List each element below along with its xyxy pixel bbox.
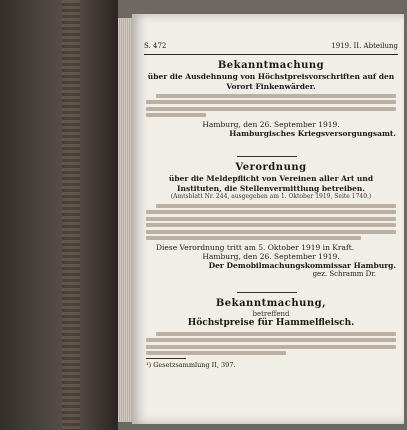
text-line-placeholder [146, 217, 396, 221]
notice-3-title: Bekanntmachung, [215, 298, 327, 309]
notice-2-signature: Der Demobilmachungskommissar Hamburg. [208, 260, 396, 270]
text-line-placeholder [146, 345, 396, 349]
text-line-placeholder [156, 204, 396, 208]
notice-3 [146, 298, 396, 369]
notice-2-validity: Diese Verordnung tritt am 5. Oktober 1919 in Kraft. [156, 242, 355, 252]
notice-3-body [146, 332, 396, 356]
notice-1-date: Hamburg, den 26. September 1919. [202, 119, 340, 129]
notice-3-pre: betreffend [252, 310, 290, 318]
spine-binding [62, 0, 80, 430]
text-line-placeholder [146, 223, 396, 227]
notice-1-subtitle: über die Ausdehnung von Höchstpreisvorschriften auf den Vorort Finkenwärder. [147, 72, 395, 91]
text-line-placeholder [156, 94, 396, 98]
text-line-placeholder [156, 332, 396, 336]
text-line-placeholder [146, 338, 396, 342]
page-edges [118, 18, 132, 422]
notice-2-name: gez. Schramm Dr. [312, 269, 376, 278]
notice-1 [146, 60, 396, 138]
notice-3-subtitle: Höchstpreise für Hammelfleisch. [187, 318, 355, 328]
notice-1-signature: Hamburgisches Kriegsversorgungsamt. [229, 128, 396, 138]
notice-1-body [146, 94, 396, 118]
text-line-placeholder [146, 100, 396, 104]
text-line-placeholder [146, 210, 396, 214]
page-number: S. 472 [144, 42, 167, 50]
notice-3-footnote: ¹) Gesetzsammlung II, 397. [146, 361, 236, 369]
notice-2-meta: (Amtsblatt Nr. 244, ausgegeben am 1. Oktober 1919, Seite 1740.) [170, 193, 372, 200]
notice-2-title: Verordnung [235, 162, 307, 173]
text-line-placeholder [146, 113, 206, 117]
running-header [144, 42, 398, 55]
notice-2-body [146, 204, 396, 241]
section-divider [237, 292, 297, 293]
notice-2-subtitle: über die Meldepflicht von Vereinen aller Art und Instituten, die Stellenvermittlung betreiben. [168, 174, 374, 193]
notice-2 [146, 162, 396, 279]
book-page [132, 14, 404, 424]
book-spine [0, 0, 118, 430]
notice-1-title: Bekanntmachung [217, 60, 325, 71]
text-line-placeholder [146, 236, 361, 240]
notice-2-date: Hamburg, den 26. September 1919. [202, 251, 340, 261]
text-line-placeholder [146, 107, 396, 111]
footnote-rule [146, 358, 186, 359]
text-line-placeholder [146, 230, 396, 234]
text-line-placeholder [146, 351, 286, 355]
section-divider [237, 156, 297, 157]
header-year: 1919. II. Abteilung [331, 42, 398, 50]
